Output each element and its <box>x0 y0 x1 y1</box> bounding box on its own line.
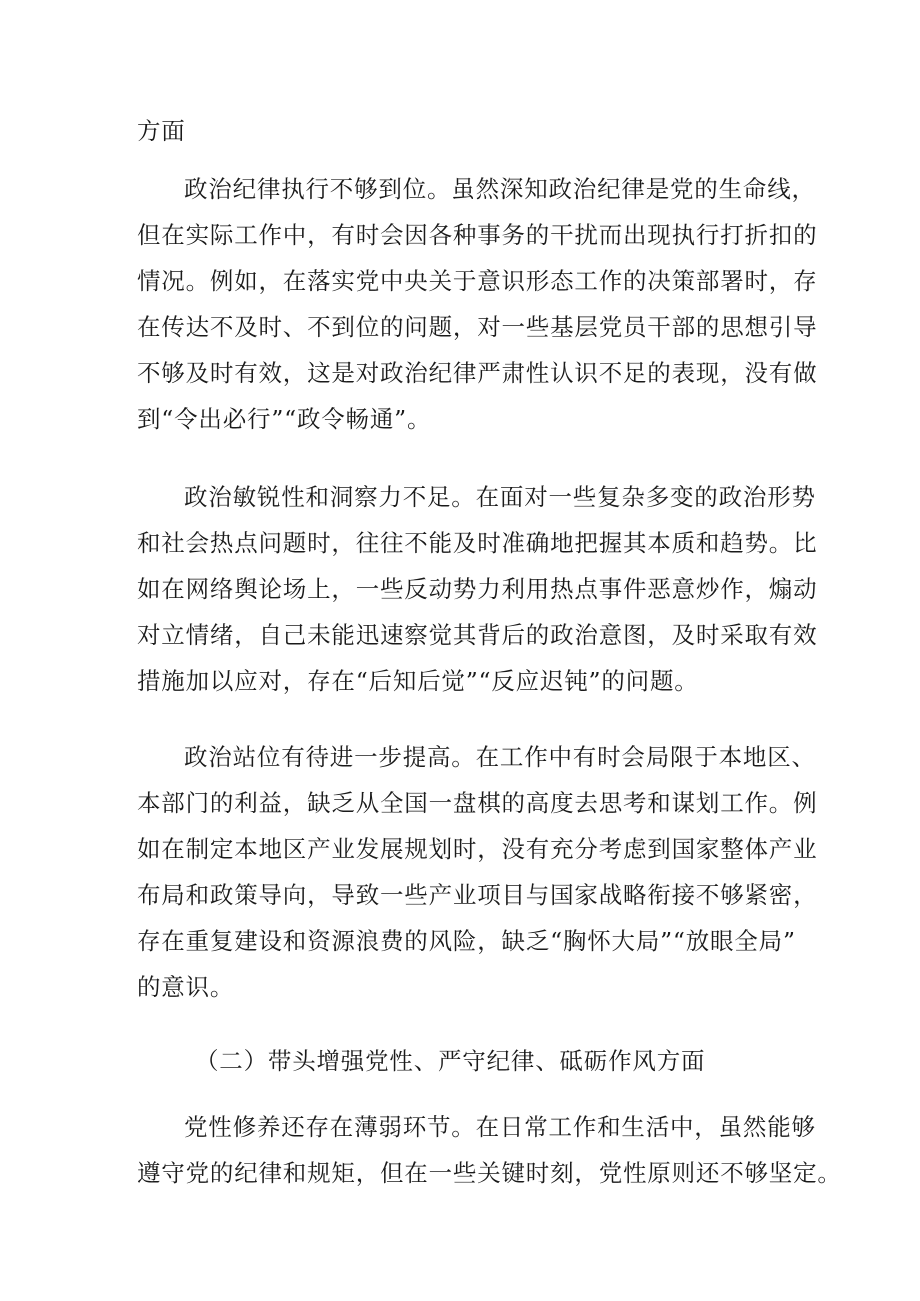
paragraph-line: 措施加以应对，存在“后知后觉”“反应迟钝”的问题。 <box>137 667 699 695</box>
paragraph-line: 存在重复建设和资源浪费的风险，缺乏“胸怀大局”“放眼全局” <box>137 927 796 955</box>
paragraph-line: 政治纪律执行不够到位。虽然深知政治纪律是党的生命线， <box>184 175 816 203</box>
paragraph-line: 政治敏锐性和洞察力不足。在面对一些复杂多变的政治形势 <box>184 483 816 511</box>
paragraph-line: 但在实际工作中，有时会因各种事务的干扰而出现执行打折扣的 <box>137 221 818 249</box>
paragraph-line: 如在网络舆论场上，一些反动势力利用热点事件恶意炒作，煽动 <box>137 575 818 603</box>
paragraph-line: 遵守党的纪律和规矩，但在一些关键时刻，党性原则还不够坚定。 <box>137 1159 842 1187</box>
section-heading: （二）带头增强党性、严守纪律、砥砺作风方面 <box>195 1047 706 1075</box>
paragraph-line: 本部门的利益，缺乏从全国一盘棋的高度去思考和谋划工作。例 <box>137 789 818 817</box>
paragraph-line: 布局和政策导向，导致一些产业项目与国家战略衔接不够紧密， <box>137 881 818 909</box>
paragraph-line: 在传达不及时、不到位的问题，对一些基层党员干部的思想引导 <box>137 313 818 341</box>
paragraph-line: 情况。例如，在落实党中央关于意识形态工作的决策部署时，存 <box>137 267 818 295</box>
paragraph-line: 如在制定本地区产业发展规划时，没有充分考虑到国家整体产业 <box>137 835 818 863</box>
lead-line: 方面 <box>137 117 186 145</box>
paragraph-line: 党性修养还存在薄弱环节。在日常工作和生活中，虽然能够 <box>184 1113 816 1141</box>
paragraph-line: 对立情绪，自己未能迅速察觉其背后的政治意图，及时采取有效 <box>137 621 818 649</box>
paragraph-line: 不够及时有效，这是对政治纪律严肃性认识不足的表现，没有做 <box>137 359 818 387</box>
paragraph-line: 政治站位有待进一步提高。在工作中有时会局限于本地区、 <box>184 743 816 771</box>
paragraph-line: 和社会热点问题时，往往不能及时准确地把握其本质和趋势。比 <box>137 529 818 557</box>
paragraph-line: 到“令出必行”“政令畅通”。 <box>137 405 432 433</box>
paragraph-line: 的意识。 <box>137 973 235 1001</box>
